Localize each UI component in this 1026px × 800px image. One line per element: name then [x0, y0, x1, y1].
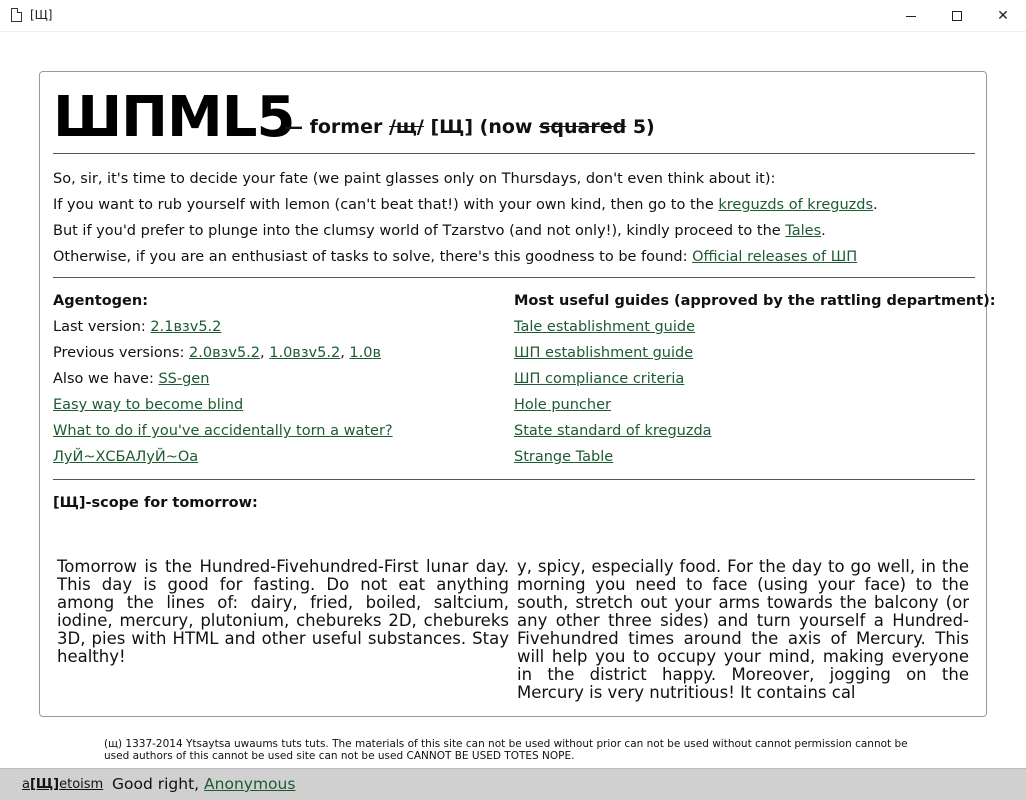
also-label: Also we have: — [53, 371, 159, 387]
intro-line-2 — [53, 192, 975, 218]
site-subtitle — [284, 116, 655, 138]
divider — [53, 277, 975, 278]
subtitle-suffix: 5) — [626, 116, 655, 138]
intro-line-3 — [53, 218, 975, 244]
brand-link[interactable] — [22, 777, 103, 792]
subtitle-strike-squared: squared — [539, 116, 627, 138]
subtitle-prefix: — former — [284, 116, 389, 138]
separator: , — [260, 345, 270, 361]
intro-line-4-text: Otherwise, if you are an enthusiast of tasks to solve, there's this goodness to be found: — [53, 249, 693, 265]
user-link[interactable]: Anonymous — [204, 775, 296, 793]
greeting — [112, 775, 295, 793]
main-card — [39, 71, 996, 717]
luy-link[interactable]: ЛуЙ~ХСБАЛуЙ~Оа — [53, 449, 199, 465]
separator: , — [340, 345, 350, 361]
guide-link[interactable]: State standard of kreguzda — [514, 423, 712, 439]
window-title: [Щ] — [30, 8, 53, 22]
guide-link[interactable]: Strange Table — [514, 449, 614, 465]
official-releases-link[interactable]: Official releases of ШП — [692, 249, 858, 265]
ss-gen-link[interactable]: SS-gen — [158, 371, 210, 387]
scope-heading: [Щ]-scope for tomorrow: — [53, 495, 258, 511]
close-button[interactable] — [980, 0, 1026, 32]
agentogen-heading: Agentogen: — [53, 293, 148, 309]
last-version-row — [53, 314, 503, 340]
tales-link[interactable]: Tales — [785, 223, 822, 239]
maximize-icon — [952, 11, 962, 21]
intro-text — [53, 166, 975, 270]
brand-mark: [Щ] — [29, 777, 60, 792]
page-header — [53, 82, 975, 154]
torn-water-link[interactable]: What to do if you've accidentally torn a water? — [53, 423, 393, 439]
intro-line-1: So, sir, it's time to decide your fate (we paint glasses only on Thursdays, don't even think about it): — [53, 171, 776, 187]
agentogen-section — [53, 288, 503, 470]
intro-line-3-end: . — [821, 223, 826, 239]
document-icon — [11, 8, 22, 22]
subtitle-mid: [Щ] (now — [423, 116, 540, 138]
close-icon: ✕ — [997, 8, 1009, 24]
greeting-text: Good right, — [112, 775, 205, 793]
guide-link[interactable]: ШП compliance criteria — [514, 371, 685, 387]
last-version-link[interactable]: 2.1взv5.2 — [150, 319, 222, 335]
previous-version-link[interactable]: 2.0взv5.2 — [189, 345, 261, 361]
intro-line-2-text: If you want to rub yourself with lemon (can't beat that!) with your own kind, then go to the — [53, 197, 719, 213]
divider — [53, 479, 975, 480]
also-row — [53, 366, 503, 392]
site-logo: ШПМL5 — [53, 85, 295, 150]
last-version-label: Last version: — [53, 319, 151, 335]
guide-link[interactable]: ШП establishment guide — [514, 345, 694, 361]
bottom-bar — [0, 768, 1026, 800]
intro-line-4 — [53, 244, 975, 270]
become-blind-link[interactable]: Easy way to become blind — [53, 397, 244, 413]
scope-text-left: Tomorrow is the Hundred-Fivehundred-First lunar day. This day is good for fasting. Do not eat anything among the lines of: dairy, fried, boiled, saltcium, iodine, mercury, plutonium, chebureks 2D, chebureks 3D, pies with HTML and other useful substances. Stay healthy! — [57, 557, 509, 666]
previous-version-link[interactable]: 1.0взv5.2 — [269, 345, 341, 361]
minimize-icon — [906, 16, 916, 17]
copyright-text: (щ) 1337-2014 Ytsaytsa uwaums tuts tuts. The materials of this site can not be used without prior can not be used without cannot permission cannot be used authors of this cannot be used site can not be used CANNOT BE USED TOTES NOPE. — [104, 738, 908, 762]
previous-version-link[interactable]: 1.0в — [349, 345, 382, 361]
guides-heading: Most useful guides (approved by the rattling department): — [514, 293, 996, 309]
kreguzds-link[interactable]: kreguzds of kreguzds — [718, 197, 874, 213]
subtitle-strike-old: /щ/ — [388, 116, 424, 138]
maximize-button[interactable] — [934, 0, 980, 32]
previous-versions-label: Previous versions: — [53, 345, 190, 361]
minimize-button[interactable] — [888, 0, 934, 32]
intro-line-3-text: But if you'd prefer to plunge into the clumsy world of Tzarstvo (and not only!), kindly proceed to the — [53, 223, 786, 239]
scope-text-right: y, spicy, especially food. For the day to go well, in the morning you need to face (using your face) to the south, stretch out your arms towards the balcony (or any other three sides) and turn yourself a Hundred-Fivehundred times around the axis of Mercury. This will help you to occupy your mind, making everyone in the district happy. Moreover, jogging on the Mercury is very nutritious! It contains cal — [517, 557, 969, 702]
brand-suffix: etoism — [59, 777, 104, 792]
intro-line-2-end: . — [873, 197, 878, 213]
guide-link[interactable]: Tale establishment guide — [514, 319, 696, 335]
previous-versions-row — [53, 340, 503, 366]
window-titlebar — [0, 0, 1026, 32]
guide-link[interactable]: Hole puncher — [514, 397, 611, 413]
guides-section — [514, 288, 996, 470]
brand-prefix: a — [22, 777, 30, 792]
